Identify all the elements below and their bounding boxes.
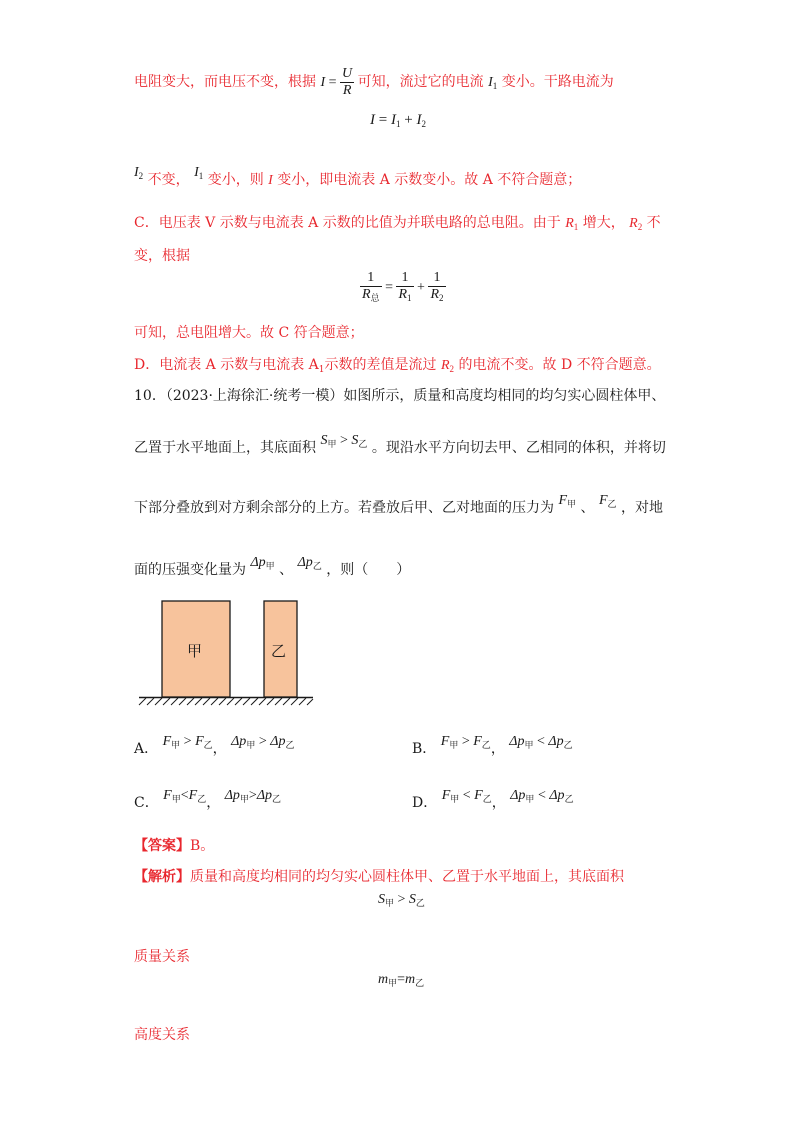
- conclusion-option-c: 可知，总电阻增大。故 C 符合题意；: [134, 325, 364, 341]
- explanation-option-c-line2: 变，根据: [134, 248, 190, 264]
- question-10-line1: 10．（2023·上海徐汇·统考一模）如图所示，质量和高度均相同的均匀实心圆柱体甲、: [134, 388, 666, 404]
- text-segment: 可知，流过它的电流: [357, 74, 484, 90]
- symbol-r1: $R_1$: [565, 216, 579, 232]
- explanation-option-c-line1: C．电压表 V 示数与电流表 A 示数的比值为并联电路的总电阻。由于 $R_1$ 增大， $R_2$ 不: [134, 215, 661, 232]
- answer-label: 【答案】: [134, 838, 190, 854]
- symbol-dp-jia: $\Delta p_甲$: [250, 555, 275, 571]
- analysis-line: [134, 866, 624, 886]
- option-a[interactable]: A． $F_甲 > F_乙$， $\Delta p_甲 > \Delta p_乙$: [134, 734, 295, 757]
- symbol-i: I: [268, 173, 273, 188]
- text-segment: 变小，则: [207, 172, 264, 188]
- height-relation-heading: 高度关系: [134, 1027, 190, 1043]
- symbol-f-yi: $F_乙$: [598, 493, 617, 509]
- fraction-1-over-r1: $\frac{1}{R_1}$: [398, 270, 412, 303]
- symbol-r2: $R_2$: [629, 216, 643, 232]
- symbol-i2: $I_2$: [134, 165, 144, 181]
- fraction-1-over-rtotal: $\frac{1}{R_总}$: [362, 270, 380, 303]
- text-segment: 变小，即电流表 A 示数变小。故 A 不符合题意；: [277, 172, 582, 188]
- ground-hatching: [139, 698, 313, 705]
- symbol-dp-yi: $\Delta p_乙$: [297, 555, 322, 571]
- mass-relation-heading: 质量关系: [134, 949, 190, 965]
- question-10-line2: 乙置于水平地面上，其底面积 $S_甲 > S_乙$ 。现沿水平方向切去甲、乙相同的体积，并将切: [134, 433, 666, 456]
- equation-mass-relation: $m_甲=m_乙$: [378, 972, 425, 988]
- question-10-line3: 下部分叠放到对方剩余部分的上方。若叠放后甲、乙对地面的压力为 $F_甲$ 、 $F_乙$ ，对地: [134, 493, 663, 516]
- symbol-i1: $I_1$: [194, 165, 204, 181]
- option-b[interactable]: B． $F_甲 > F_乙$， $\Delta p_甲 < \Delta p_乙$: [412, 734, 573, 757]
- answer-line: [134, 835, 214, 855]
- paragraph-current-change: [134, 160, 581, 200]
- label-jia: 甲: [187, 642, 203, 660]
- analysis-text: 质量和高度均相同的均匀实心圆柱体甲、乙置于水平地面上，其底面积: [190, 869, 624, 885]
- fraction-u-over-r: $\frac{U}{R}$: [342, 66, 353, 99]
- cylinders-figure: [135, 598, 317, 708]
- equation-total-current: $I = I_1 + I_2$: [370, 112, 426, 129]
- question-10-line4: 面的压强变化量为 $\Delta p_甲$ 、 $\Delta p_乙$ ，则（ ）: [134, 555, 411, 578]
- symbol-r2: $R_2$: [440, 358, 455, 374]
- text-segment: 电阻变大，而电压不变，根据: [134, 74, 316, 90]
- answer-value: B。: [190, 838, 215, 854]
- text-segment: 不变，: [147, 172, 190, 188]
- equation-area-relation: $S_甲 > S_乙$: [378, 892, 425, 908]
- label-yi: 乙: [271, 642, 287, 660]
- analysis-label: 【解析】: [134, 869, 190, 885]
- fraction-1-over-r2: $\frac{1}{R_2}$: [430, 270, 444, 303]
- formula-ohms-law: I = $\frac{U}{R}$: [320, 66, 353, 99]
- option-c[interactable]: C． $F_甲<F_乙$， $\Delta p_甲>\Delta p_乙$: [134, 788, 282, 811]
- equation-parallel-resistance: $\frac{1}{R_总}$ = $\frac{1}{R_1}$ + $\frac{1}{R_2}$: [360, 270, 446, 306]
- symbol-f-jia: $F_甲$: [558, 493, 577, 509]
- symbol-i1: $I_1$: [488, 75, 498, 91]
- paragraph-resistance: [134, 64, 614, 100]
- text-segment: 变小。干路电流为: [501, 74, 614, 90]
- formula-s-jia-gt-s-yi: $S_甲 > S_乙$: [320, 433, 368, 449]
- explanation-option-d: D．电流表 A 示数与电流表 $A_1$示数的差值是流过 $R_2$ 的电流不变。故 D 不符合题意。: [134, 357, 661, 375]
- option-d[interactable]: D． $F_甲 < F_乙$， $\Delta p_甲 < \Delta p_乙$: [412, 788, 574, 811]
